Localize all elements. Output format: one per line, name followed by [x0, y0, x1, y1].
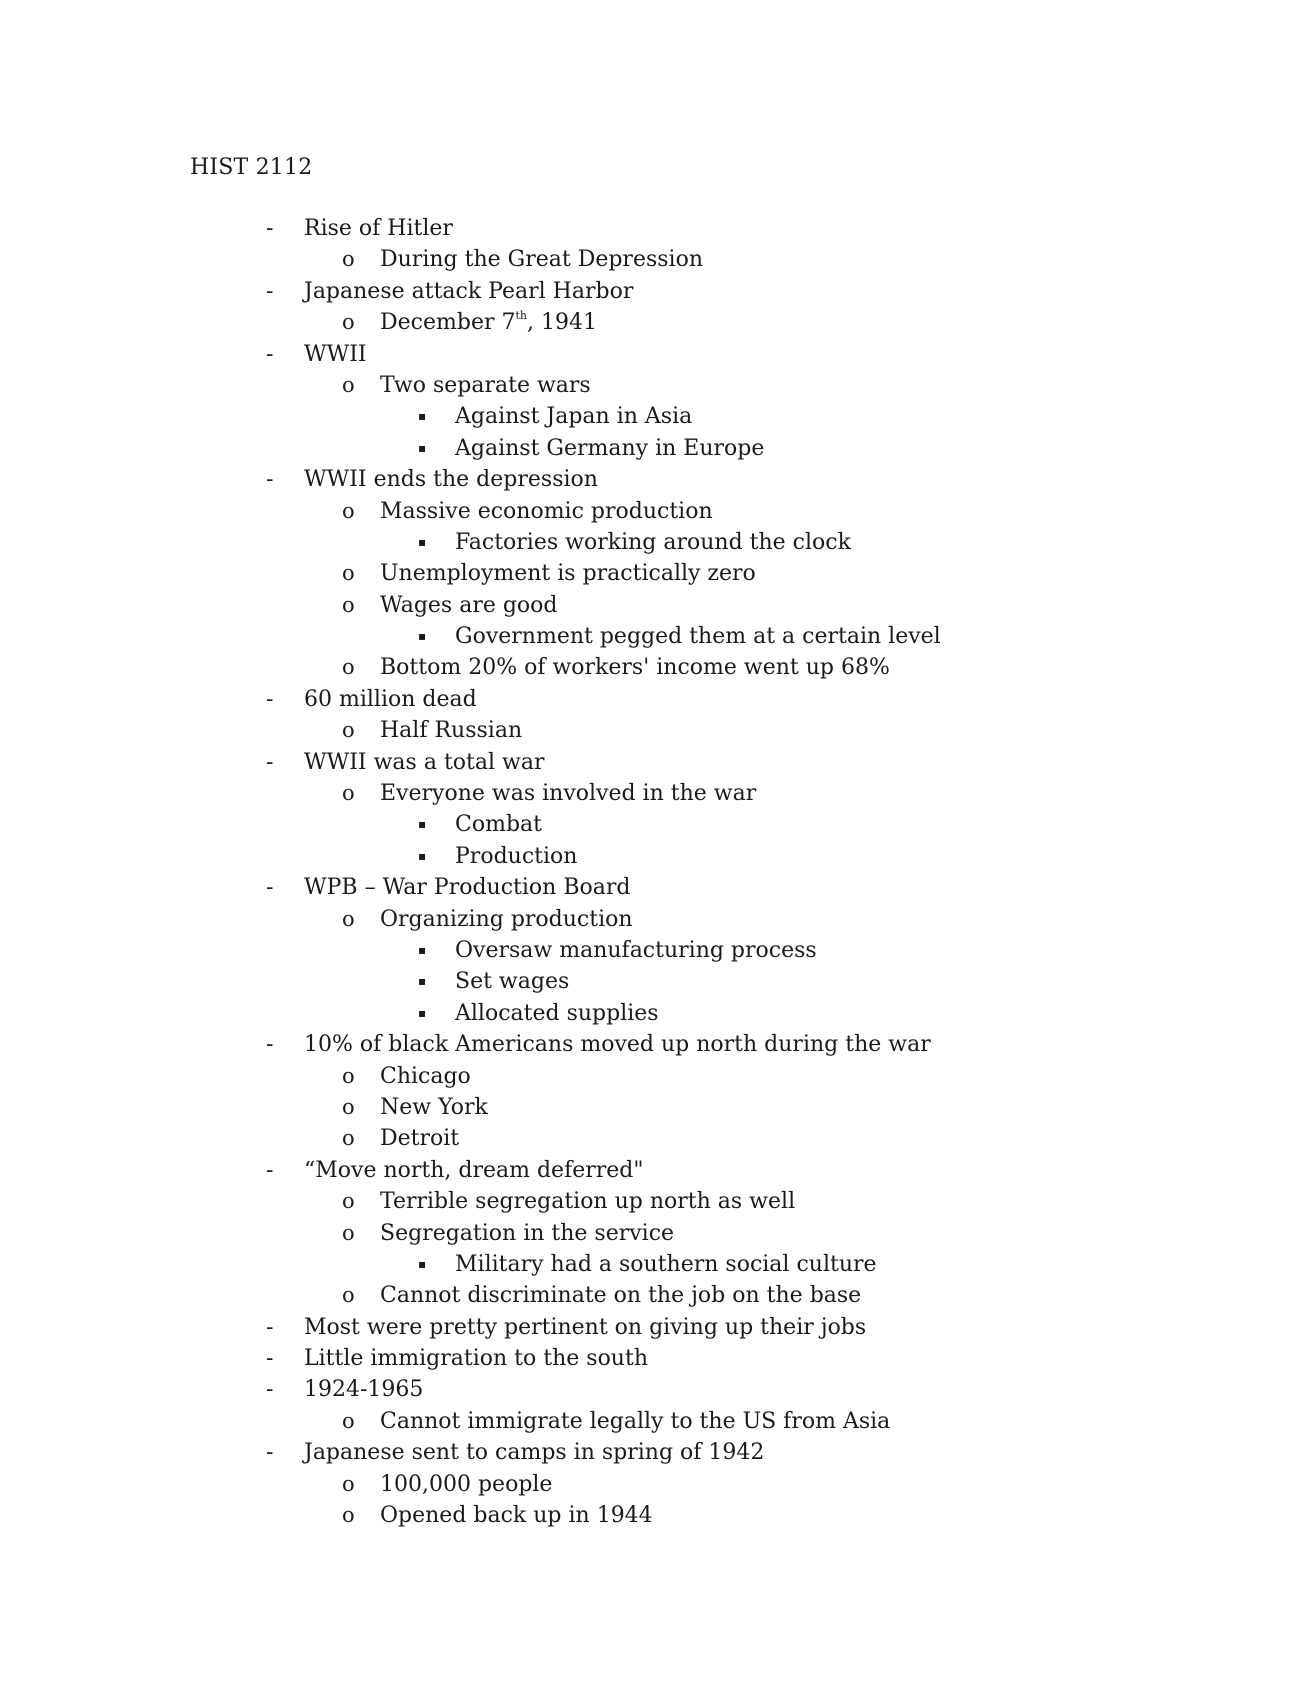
circle-bullet: o [342, 247, 355, 272]
outline-item [0, 715, 1306, 746]
document-title: HIST 2112 [190, 155, 313, 180]
outline-item-text: Oversaw manufacturing process [455, 937, 817, 963]
dash-bullet: - [266, 1440, 274, 1466]
outline-item-text: Military had a southern social culture [455, 1251, 877, 1277]
ordinal-suffix: th [515, 309, 527, 323]
square-bullet: ▪ [418, 440, 427, 455]
square-bullet: ▪ [418, 817, 427, 832]
outline-item-text: Opened back up in 1944 [380, 1503, 653, 1529]
outline-item [0, 213, 1306, 244]
circle-bullet: o [342, 1408, 355, 1433]
dash-bullet: - [266, 686, 274, 712]
outline-item-text: Japanese sent to camps in spring of 1942 [304, 1440, 765, 1466]
outline-item [0, 1218, 1306, 1249]
circle-bullet: o [342, 1063, 355, 1088]
outline-item [0, 1186, 1306, 1217]
circle-bullet: o [342, 1471, 355, 1496]
square-bullet: ▪ [418, 1256, 427, 1271]
outline-item [0, 1406, 1306, 1437]
outline-item [0, 276, 1306, 307]
circle-bullet: o [342, 310, 355, 335]
outline-item-text: WWII [304, 341, 367, 367]
outline-item [0, 778, 1306, 809]
outline-item-text: 10% of black Americans moved up north during the war [304, 1032, 931, 1058]
outline-item [0, 841, 1306, 872]
outline-item-text: Government pegged them at a certain level [455, 624, 941, 650]
square-bullet: ▪ [418, 629, 427, 644]
outline-item-text: Cannot immigrate legally to the US from Asia [380, 1408, 891, 1434]
outline-item [0, 1500, 1306, 1531]
outline-item [0, 998, 1306, 1029]
outline-item-text: Half Russian [380, 718, 523, 744]
outline-item-text: WWII ends the depression [304, 467, 598, 493]
outline-item [0, 401, 1306, 432]
square-bullet: ▪ [418, 942, 427, 957]
square-bullet: ▪ [418, 409, 427, 424]
outline-item-text: Everyone was involved in the war [380, 781, 757, 807]
circle-bullet: o [342, 655, 355, 680]
dash-bullet: - [266, 278, 274, 304]
outline-item-text: Detroit [380, 1126, 460, 1152]
outline-item-text: Wages are good [380, 592, 558, 618]
outline-item [0, 496, 1306, 527]
date-text: December 7 [380, 310, 516, 336]
outline-item [0, 872, 1306, 903]
outline-item [0, 966, 1306, 997]
circle-bullet: o [342, 561, 355, 586]
outline-item [0, 684, 1306, 715]
outline-item [0, 1343, 1306, 1374]
outline-item [0, 1029, 1306, 1060]
dash-bullet: - [266, 1346, 274, 1372]
outline-item-text: Japanese attack Pearl Harbor [304, 278, 634, 304]
square-bullet: ▪ [418, 974, 427, 989]
dash-bullet: - [266, 216, 274, 241]
outline-item [0, 747, 1306, 778]
dash-bullet: - [266, 749, 274, 775]
outline-item [0, 652, 1306, 683]
circle-bullet: o [342, 592, 355, 617]
dash-bullet: - [266, 1314, 274, 1340]
circle-bullet: o [342, 781, 355, 806]
outline-item-text: Cannot discriminate on the job on the base [380, 1283, 862, 1309]
outline-item-text: Most were pretty pertinent on giving up their jobs [304, 1314, 867, 1340]
circle-bullet: o [342, 1503, 355, 1528]
outline-item-text: 1924-1965 [304, 1377, 424, 1403]
notes-outline [0, 213, 1306, 1531]
circle-bullet: o [342, 1220, 355, 1245]
outline-item-text: Against Germany in Europe [455, 435, 765, 461]
square-bullet: ▪ [418, 848, 427, 863]
circle-bullet: o [342, 1126, 355, 1151]
outline-item [0, 621, 1306, 652]
square-bullet: ▪ [418, 1005, 427, 1020]
dash-bullet: - [266, 467, 274, 493]
dash-bullet: - [266, 875, 274, 901]
outline-item-text: During the Great Depression [380, 247, 703, 273]
circle-bullet: o [342, 372, 355, 397]
outline-item [0, 244, 1306, 275]
outline-item [0, 1437, 1306, 1468]
circle-bullet: o [342, 1283, 355, 1308]
dash-bullet: - [266, 1032, 274, 1058]
outline-item [0, 1123, 1306, 1154]
outline-item-text: WPB – War Production Board [304, 875, 631, 901]
outline-item [0, 1249, 1306, 1280]
outline-item-text: Unemployment is practically zero [380, 561, 756, 587]
square-bullet: ▪ [418, 534, 427, 549]
outline-item-text: Two separate wars [380, 372, 591, 398]
circle-bullet: o [342, 906, 355, 931]
outline-item-text: “Move north, dream deferred" [304, 1157, 644, 1183]
dash-bullet: - [266, 1157, 274, 1183]
outline-item-text: Massive economic production [380, 498, 713, 524]
outline-item [0, 307, 1306, 338]
dash-bullet: - [266, 1377, 274, 1403]
outline-item [0, 1155, 1306, 1186]
circle-bullet: o [342, 1189, 355, 1214]
outline-item-text: Segregation in the service [380, 1220, 675, 1246]
outline-item [0, 370, 1306, 401]
outline-item-text: Against Japan in Asia [455, 404, 693, 430]
outline-item [0, 1312, 1306, 1343]
outline-item-text: 100,000 people [380, 1471, 553, 1497]
outline-item-text: Allocated supplies [455, 1000, 659, 1026]
outline-item-text: WWII was a total war [304, 749, 545, 775]
outline-item-text: Chicago [380, 1063, 471, 1089]
outline-item-text [380, 307, 597, 338]
outline-item [0, 464, 1306, 495]
circle-bullet: o [342, 498, 355, 523]
outline-item-text: Factories working around the clock [455, 529, 851, 555]
circle-bullet: o [342, 1094, 355, 1119]
outline-item-text: Organizing production [380, 906, 633, 932]
outline-item-text: Rise of Hitler [304, 216, 453, 241]
outline-item [0, 527, 1306, 558]
dash-bullet: - [266, 341, 274, 367]
outline-item-text: Bottom 20% of workers' income went up 68% [380, 655, 890, 681]
outline-item-text: Combat [455, 812, 542, 838]
outline-item-text: Little immigration to the south [304, 1346, 648, 1372]
outline-item [0, 1280, 1306, 1311]
outline-item [0, 904, 1306, 935]
outline-item [0, 558, 1306, 589]
outline-item [0, 1469, 1306, 1500]
outline-item [0, 339, 1306, 370]
outline-item-text: Production [455, 843, 578, 869]
outline-item-text: Set wages [455, 969, 570, 995]
outline-item [0, 935, 1306, 966]
outline-item-text: 60 million dead [304, 686, 477, 712]
outline-item-text: New York [380, 1094, 488, 1120]
outline-item-text: Terrible segregation up north as well [380, 1189, 796, 1215]
outline-item [0, 433, 1306, 464]
outline-item [0, 809, 1306, 840]
outline-item [0, 1061, 1306, 1092]
circle-bullet: o [342, 718, 355, 743]
outline-item [0, 590, 1306, 621]
outline-item [0, 1092, 1306, 1123]
date-year: , 1941 [527, 310, 597, 336]
outline-item [0, 1374, 1306, 1405]
